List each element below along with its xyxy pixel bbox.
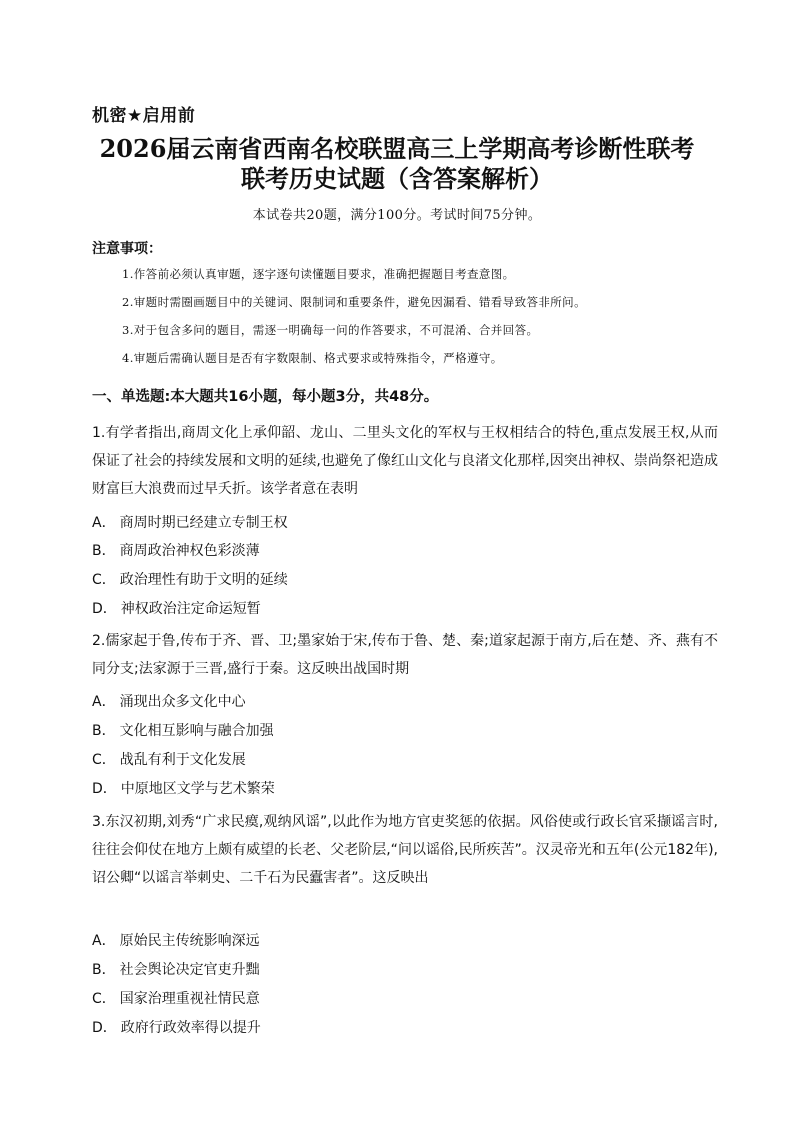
option-text: 国家治理重视社情民意 <box>119 991 260 1007</box>
question-3-option-a[interactable] <box>92 930 260 950</box>
option-letter: B． <box>92 543 116 559</box>
question-3-option-d[interactable] <box>92 1017 261 1037</box>
question-3-stem: 3.东汉初期,刘秀“广求民瘼,观纳风谣”,以此作为地方官吏奖惩的依据。风俗使或行政长官采撷谣言时,往往会仰仗在地方上颇有威望的长老、父老阶层,“问以谣俗,民所疾苦”。汉灵帝光和五年(公元182年),诏公卿“以谣言举刺史、二千石为民蠹害者”。这反映出 <box>92 814 718 886</box>
option-letter: D． <box>92 781 117 797</box>
question-1-stem: 1.有学者指出,商周文化上承仰韶、龙山、二里头文化的军权与王权相结合的特色,重点发展王权,从而保证了社会的持续发展和文明的延续,也避免了像红山文化与良渚文化那样,因突出神权、崇尚祭祀造成财富巨大浪费而过早夭折。该学者意在表明 <box>92 425 718 497</box>
option-letter: A． <box>92 515 116 531</box>
notes-heading: 注意事项： <box>92 241 162 257</box>
question-1-option-a[interactable] <box>92 512 288 532</box>
option-letter: D． <box>92 601 117 617</box>
question-2-option-d[interactable] <box>92 778 275 798</box>
question-2-option-b[interactable] <box>92 720 274 740</box>
option-letter: C． <box>92 572 116 588</box>
option-letter: C． <box>92 752 116 768</box>
question-2-option-a[interactable] <box>92 691 246 711</box>
question-2-stem: 2.儒家起于鲁,传布于齐、晋、卫;墨家始于宋,传布于鲁、楚、秦;道家起源于南方,后在楚、齐、燕有不同分支;法家源于三晋,盛行于秦。这反映出战国时期 <box>92 633 718 677</box>
question-3-option-b[interactable] <box>92 959 260 979</box>
section-heading: 一、单选题:本大题共16小题，每小题3分，共48分。 <box>92 389 439 405</box>
option-letter: D． <box>92 1020 117 1036</box>
exam-title-line1: 2026届云南省西南名校联盟高三上学期高考诊断性联考 <box>99 134 695 163</box>
note-item: 2.审题时需圈画题目中的关键词、限制词和重要条件，避免因漏看、错看导致答非所问。 <box>122 295 586 309</box>
option-letter: A． <box>92 694 116 710</box>
note-item: 1.作答前必须认真审题，逐字逐句读懂题目要求，准确把握题目考查意图。 <box>122 267 515 281</box>
option-letter: B． <box>92 962 116 978</box>
question-1-option-d[interactable] <box>92 598 261 618</box>
question-2-option-c[interactable] <box>92 749 246 769</box>
question-1-option-c[interactable] <box>92 569 288 589</box>
option-text: 战乱有利于文化发展 <box>119 752 246 768</box>
option-text: 政治理性有助于文明的延续 <box>119 572 288 588</box>
option-text: 涌现出众多文化中心 <box>119 694 246 710</box>
question-1-option-b[interactable] <box>92 540 260 560</box>
option-text: 政府行政效率得以提升 <box>120 1020 261 1036</box>
option-text: 社会舆论决定官吏升黜 <box>119 962 260 978</box>
confidential-label: 机密★启用前 <box>92 106 196 126</box>
option-text: 商周时期已经建立专制王权 <box>119 515 288 531</box>
option-letter: B． <box>92 723 116 739</box>
option-text: 神权政治注定命运短暂 <box>120 601 261 617</box>
option-text: 文化相互影响与融合加强 <box>119 723 274 739</box>
exam-title-line2: 联考历史试题（含答案解析） <box>241 164 553 193</box>
option-text: 原始民主传统影响深远 <box>119 933 260 949</box>
option-text: 商周政治神权色彩淡薄 <box>119 543 260 559</box>
exam-info: 本试卷共20题，满分100分。考试时间75分钟。 <box>252 208 542 223</box>
note-item: 4.审题后需确认题目是否有字数限制、格式要求或特殊指令，严格遵守。 <box>122 351 503 365</box>
question-3-option-c[interactable] <box>92 988 260 1008</box>
option-letter: A． <box>92 933 116 949</box>
option-letter: C． <box>92 991 116 1007</box>
note-item: 3.对于包含多问的题目，需逐一明确每一问的作答要求，不可混淆、合并回答。 <box>122 323 539 337</box>
option-text: 中原地区文学与艺术繁荣 <box>120 781 275 797</box>
